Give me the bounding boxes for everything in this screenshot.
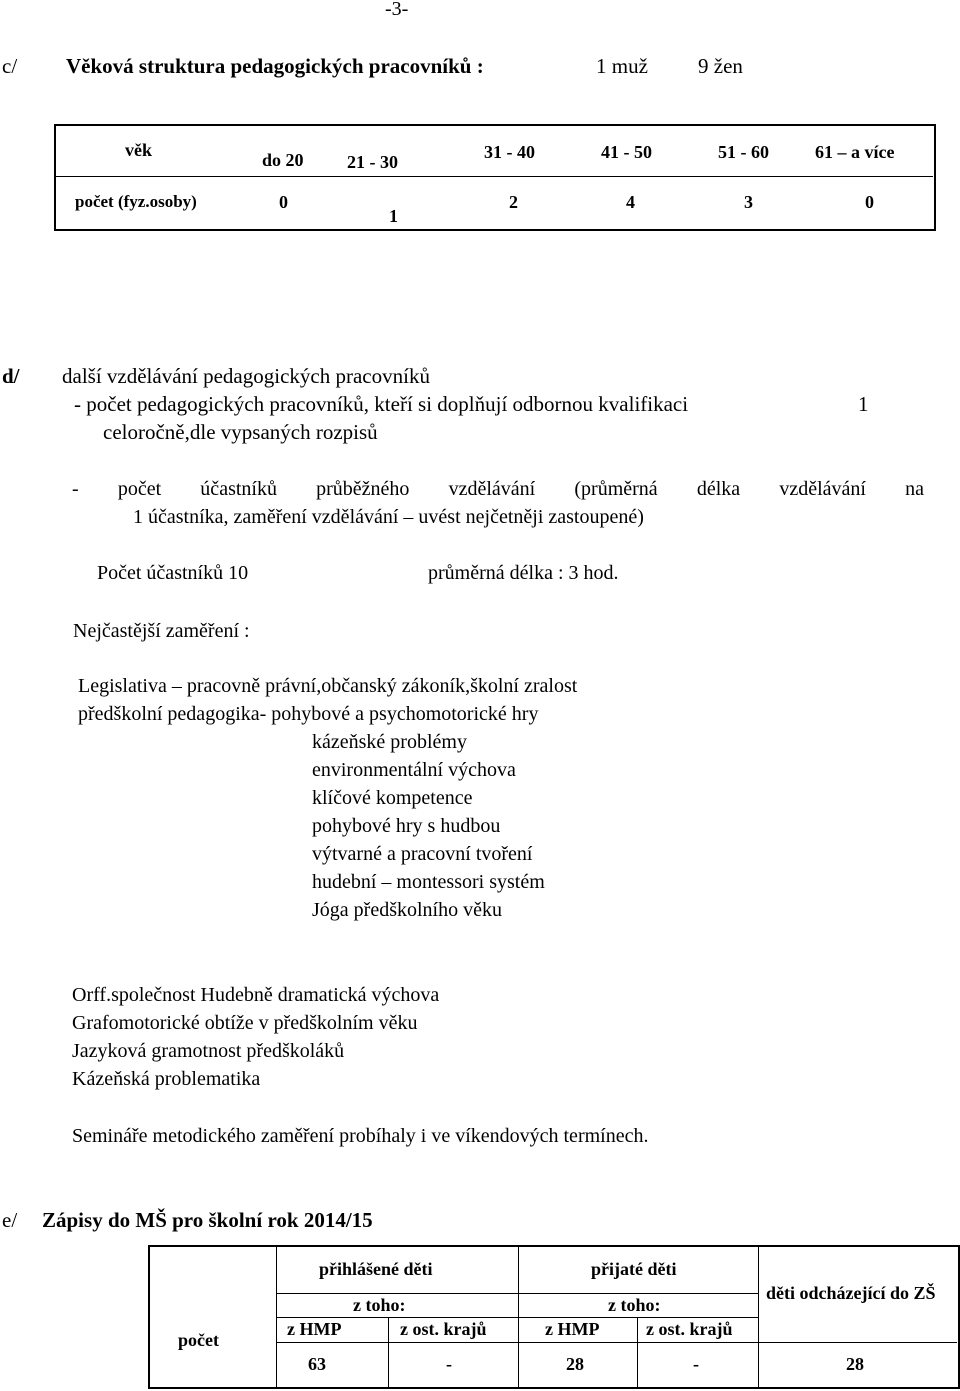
qualification-line2: celoročně,dle vypsaných rozpisů [103, 420, 378, 444]
registered-other-header: z ost. krajů [400, 1319, 487, 1339]
accepted-header: přijaté děti [591, 1259, 677, 1279]
focus-item: environmentální výchova [312, 759, 516, 781]
section-c-title: Věková struktura pedagogických pracovníků : [66, 54, 484, 78]
registered-hmp-header: z HMP [287, 1319, 342, 1339]
age-val-6: 0 [865, 192, 874, 212]
age-col-5: 51 - 60 [718, 142, 769, 162]
course-item: Kázeňská problematika [72, 1068, 261, 1090]
focus-item: Jóga předškolního věku [312, 899, 502, 921]
age-val-1: 0 [279, 192, 288, 212]
leaving-value: 28 [846, 1354, 864, 1374]
course-item: Jazyková gramotnost předškoláků [72, 1040, 345, 1062]
participants-desc-line1: - počet účastníků průběžného vzdělávání (průměrná délka vzdělávání na [72, 478, 924, 500]
page-number: -3- [385, 0, 409, 20]
qualification-line1: - počet pedagogických pracovníků, kteří si doplňují odbornou kvalifikaci [74, 392, 689, 416]
age-col-3: 31 - 40 [484, 142, 535, 162]
section-d-title: další vzdělávání pedagogických pracovníků [62, 364, 430, 388]
age-col-4: 41 - 50 [601, 142, 652, 162]
age-col-2: 21 - 30 [347, 152, 398, 172]
accepted-hmp-header: z HMP [545, 1319, 600, 1339]
focus-line-1: Legislativa – pracovně právní,občanský zákoník,školní zralost [78, 675, 578, 697]
age-col-6: 61 – a více [815, 142, 895, 162]
section-c-women: 9 žen [698, 54, 743, 78]
age-val-3: 2 [509, 192, 518, 212]
accepted-other-value: - [693, 1354, 699, 1374]
focus-item: pohybové hry s hudbou [312, 815, 501, 837]
participants-count: Počet účastníků 10 [97, 562, 249, 584]
registered-other-value: - [446, 1354, 452, 1374]
accepted-other-header: z ost. krajů [646, 1319, 733, 1339]
section-c-letter: c/ [2, 54, 18, 78]
section-c-men: 1 muž [596, 54, 648, 78]
registered-hmp-value: 63 [308, 1354, 326, 1374]
accepted-hmp-value: 28 [566, 1354, 584, 1374]
age-val-5: 3 [744, 192, 753, 212]
section-e-title: Zápisy do MŠ pro školní rok 2014/15 [42, 1208, 373, 1232]
count-label: počet (fyz.osoby) [75, 192, 197, 211]
seminars-note: Semináře metodického zaměření probíhaly i ve víkendových termínech. [72, 1125, 649, 1147]
enroll-row-label: počet [178, 1330, 219, 1350]
qualification-value: 1 [858, 392, 869, 416]
registered-header: přihlášené děti [319, 1259, 433, 1279]
registered-of-which: z toho: [353, 1295, 406, 1315]
focus-item: kázeňské problémy [312, 731, 467, 753]
leaving-header: děti odcházející do ZŠ [766, 1283, 936, 1303]
course-item: Grafomotorické obtíže v předškolním věku [72, 1012, 418, 1034]
focus-item: klíčové kompetence [312, 787, 473, 809]
age-label: věk [125, 140, 152, 160]
age-val-2: 1 [389, 206, 398, 226]
course-item: Orff.společnost Hudebně dramatická výchova [72, 984, 440, 1006]
section-e-letter: e/ [2, 1208, 18, 1232]
participants-desc-line2: 1 účastníka, zaměření vzdělávání – uvést nejčetněji zastoupené) [133, 506, 644, 528]
focus-heading: Nejčastější zaměření : [73, 620, 250, 642]
focus-item: hudební – montessori systém [312, 871, 545, 893]
age-col-1: do 20 [262, 150, 304, 170]
accepted-of-which: z toho: [608, 1295, 661, 1315]
focus-line-2: předškolní pedagogika- pohybové a psychomotorické hry [78, 703, 539, 725]
focus-item: výtvarné a pracovní tvoření [312, 843, 533, 865]
section-d-letter: d/ [2, 364, 20, 388]
age-val-4: 4 [626, 192, 635, 212]
average-length: průměrná délka : 3 hod. [428, 562, 619, 584]
